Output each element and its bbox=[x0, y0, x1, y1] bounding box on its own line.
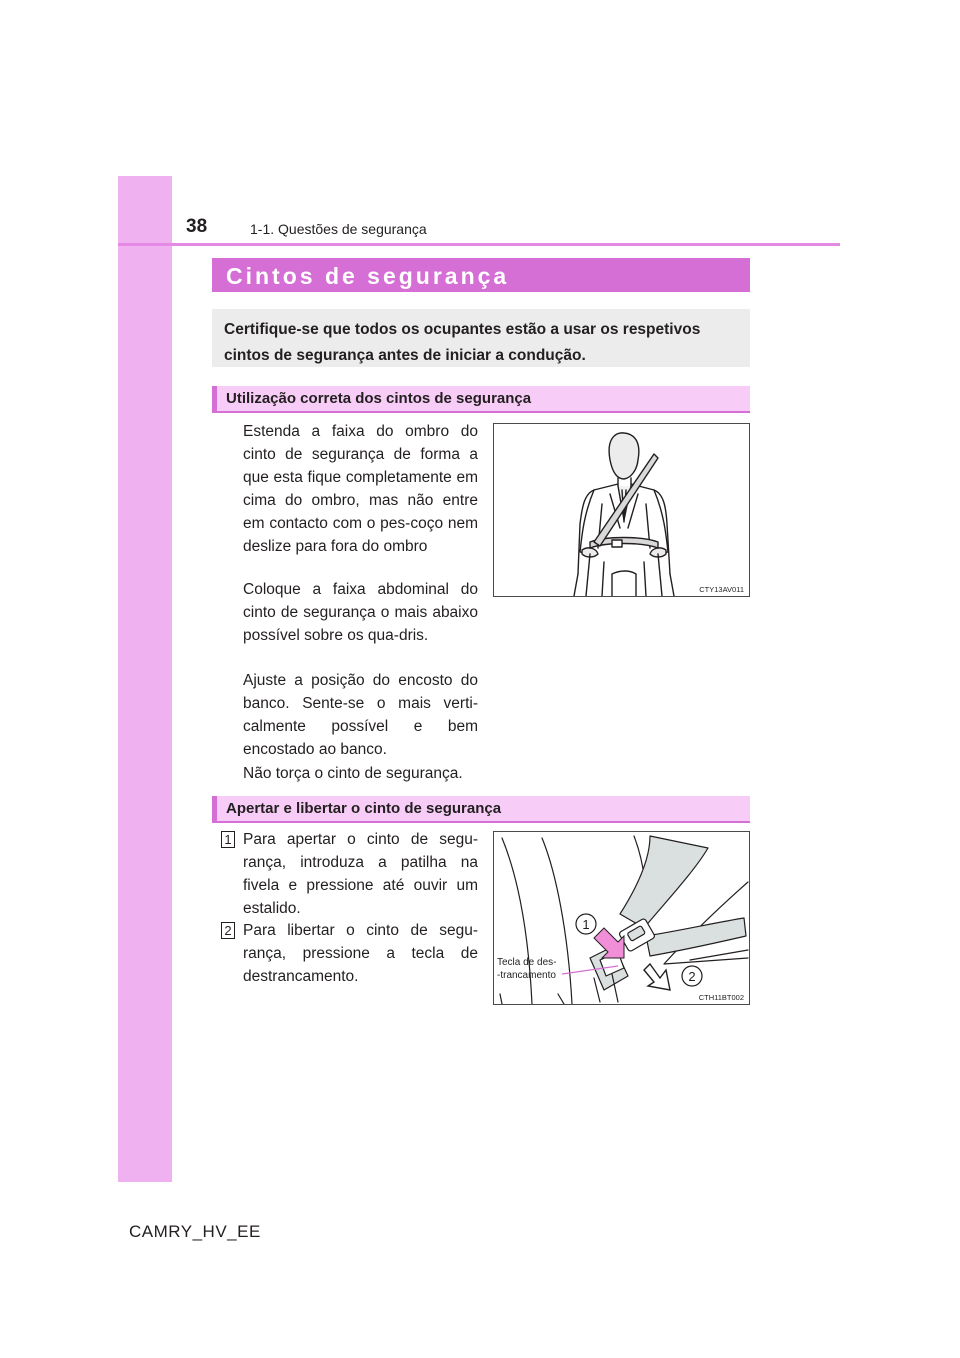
callout-1: 1 bbox=[582, 917, 590, 932]
release-button-label-line1: Tecla de des- bbox=[497, 957, 557, 968]
page-title: Cintos de segurança bbox=[226, 263, 510, 289]
page-number: 38 bbox=[186, 216, 208, 237]
paragraph-seatback: Ajuste a posição do encosto do banco. Sente-se o mais verti-calmente possível e bem encostado ao banco. bbox=[243, 672, 478, 758]
section-header: 1-1. Questões de segurança bbox=[250, 221, 427, 237]
figure-buckle bbox=[493, 831, 750, 1005]
release-button-label-line2: -trancamento bbox=[497, 970, 556, 981]
page-sidebar-tab bbox=[118, 176, 172, 1182]
subheading-text: Apertar e libertar o cinto de segurança bbox=[226, 800, 502, 817]
header-rule bbox=[118, 243, 840, 246]
step-number-1: 1 bbox=[221, 831, 235, 848]
figure-code: CTY13AV011 bbox=[699, 585, 744, 594]
subheading-correct-use bbox=[212, 386, 750, 413]
step-fasten-text: Para apertar o cinto de segu-rança, introduza a patilha na fivela e pressione até ouvir um estalido. bbox=[243, 831, 478, 917]
step-number-2: 2 bbox=[221, 922, 235, 939]
paragraph-shoulder-belt: Estenda a faixa do ombro do cinto de segurança de forma a que esta fique completamente em cima do ombro, mas não entre em contacto com o pes-coço nem deslize para fora do ombro bbox=[243, 423, 478, 555]
paragraph-lap-belt: Coloque a faixa abdominal do cinto de segurança o mais abaixo possível sobre os qua-dris. bbox=[243, 581, 478, 644]
intro-box bbox=[212, 309, 750, 367]
title-bar bbox=[212, 258, 750, 292]
figure-seated-person bbox=[493, 423, 750, 597]
step-release-text: Para libertar o cinto de segu-rança, pressione a tecla de destrancamento. bbox=[243, 922, 478, 985]
seated-person-illustration bbox=[494, 424, 749, 596]
intro-text: Certifique-se que todos os ocupantes estão a usar os respetivos cintos de segurança antes de iniciar a condução. bbox=[224, 321, 701, 364]
subheading-fasten-release bbox=[212, 796, 750, 823]
callout-2: 2 bbox=[688, 969, 696, 984]
footer-model-code: CAMRY_HV_EE bbox=[129, 1222, 261, 1241]
subheading-text: Utilização correta dos cintos de segurança bbox=[226, 390, 532, 407]
figure-code: CTH11BT002 bbox=[698, 993, 744, 1002]
paragraph-no-twist: Não torça o cinto de segurança. bbox=[243, 765, 463, 782]
